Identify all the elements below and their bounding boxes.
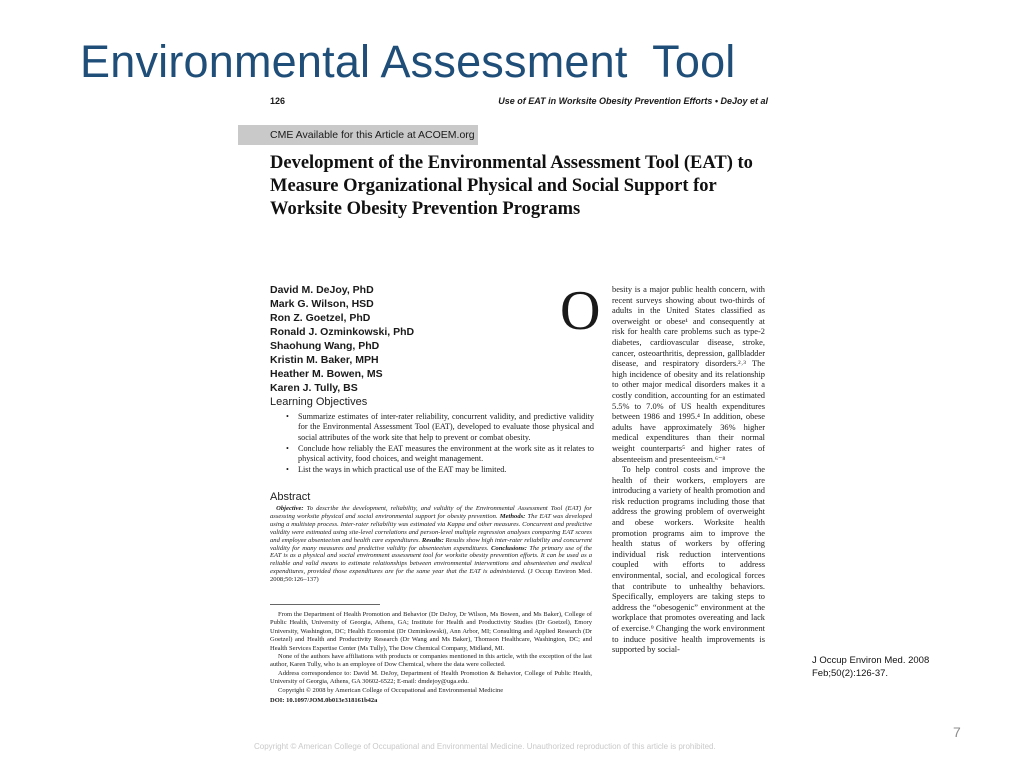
body-paragraph: To help control costs and improve the health of their workers, employers are introducing a variety of health promotion and risk reduction programs including those that address the growing problem of overweight and obese workers. Worksite health promotion programs aim to improve the health status of workers by offering individual risk reduction interventions coupled with efforts to address environmental, social, and ecological forces that contribute to unhealthy behaviors. Specifically, employers are taking steps to address the “obesogenic” environment at the workplace that promotes overeating and lack of exercise.⁹ Changing the work environment to induce positive health improvements is supported by social- xyxy=(612,465,765,655)
running-head xyxy=(270,96,768,110)
body-text xyxy=(612,285,765,656)
slide-number: 7 xyxy=(953,724,961,740)
drop-cap: O xyxy=(560,280,601,342)
abstract-results: Results show high inter-rater reliability and concurrent validity for many measures and predictive validity for absenteeism expenditures. xyxy=(270,536,593,552)
learning-objective-text: Summarize estimates of inter-rater reliability, concurrent validity, and predictive validity for the Environmental Assessment Tool (EAT), developed to evaluate those physical and social attributes of the work site that help to prevent or combat obesity. xyxy=(298,412,594,442)
author-list xyxy=(270,283,570,409)
learning-objective-item xyxy=(284,444,594,465)
footnote-correspondence: Address correspondence to: David M. DeJoy, Department of Health Promotion & Behavior, College of Public Health, University of Georgia, Athens, GA 30602-6522; E-mail: dmdejoy@uga.edu. xyxy=(270,669,592,686)
abstract-conclusions: The primary use of the EAT is as a physical and social environment assessment tool for worksite obesity prevention efforts. It can be used as a reliable and valid means to estimate relationships between environmental interventions and absenteeism and medical expenditures, provided those expenditures are for the same year that the EAT is administered. xyxy=(270,544,592,576)
abstract-heading: Abstract xyxy=(270,491,311,503)
author-name: Ronald J. Ozminkowski, PhD xyxy=(270,326,415,338)
footnote-disclosure: None of the authors have affiliations with products or companies mentioned in this article, with the exception of the last author, Karen Tully, who is an employee of Dow Chemical, where the data were collected. xyxy=(270,653,592,669)
article-page xyxy=(238,96,782,738)
learning-objective-text: Conclude how reliably the EAT measures the environment at the work site as it relates to physical activity, food choices, and weight management. xyxy=(298,443,594,464)
footnote-copyright: Copyright © 2008 by American College of Occupational and Environmental Medicine xyxy=(278,686,504,694)
bullet-icon: • xyxy=(286,443,289,453)
citation-line: J Occup Environ Med. 2008 xyxy=(812,655,930,666)
citation-line: Feb;50(2):126-37. xyxy=(812,668,889,679)
learning-objectives-heading: Learning Objectives xyxy=(270,396,368,408)
copyright-footer: Copyright © American College of Occupational and Environmental Medicine. Unauthorized reproduction of this article is prohibited. xyxy=(254,742,716,751)
learning-objective-item xyxy=(284,412,594,443)
learning-objective-text: List the ways in which practical use of the EAT may be limited. xyxy=(298,465,507,475)
bullet-icon: • xyxy=(286,412,289,421)
cme-banner: CME Available for this Article at ACOEM.org xyxy=(238,125,478,145)
doi: DOI: 10.1097/JOM.0b013e318161b42a xyxy=(270,697,378,705)
bullet-icon: • xyxy=(286,465,289,475)
footnote-affiliations: From the Department of Health Promotion and Behavior (Dr DeJoy, Dr Wilson, Ms Bowen, and Ms Baker), College of Public Health, University of Georgia, Athens, GA; Institute for Health and Productivity Studies (Dr Goetzel), Emory University, Washington, DC; Health Economist (Dr Ozminkowski), Ann Arbor, MI; Consulting and Applied Research (Dr Goetzel) and Health and Productivity Research (Dr Wang and Ms Baker), Thomson Healthcare, Washington, DC; and Health Services Expertise Center (Ms Tully), The Dow Chemical Company, Midland, MI. xyxy=(270,611,592,652)
body-column xyxy=(560,280,765,656)
body-paragraph: besity is a major public health concern, with recent surveys showing about two-thirds of adults in the United States classified as overweight or obese¹ and consequently at risk for health care problems such as type-2 diabetes, cardiovascular disease, stroke, cancer, osteoarthritis, depression, gallbladder disease, and respiratory disorders.²˒³ The high incidence of obesity and its relationship to other major medical disorders makes it a costly condition, accounting for an estimated 5.5% to 7.0% of US health expenditures between 1986 and 1995.⁴ In addition, obese adults have approximately 36% higher medical expenditures than their normal weight counterparts⁵ and higher rates of absenteeism and presenteeism.⁶⁻⁸ xyxy=(612,285,765,464)
abstract-methods-label: Methods: xyxy=(499,512,526,520)
slide-citation xyxy=(812,654,972,680)
abstract-text xyxy=(270,505,592,584)
article-page-number: 126 xyxy=(270,96,286,106)
running-head-text: Use of EAT in Worksite Obesity Prevention Efforts • DeJoy et al xyxy=(498,96,768,106)
learning-objective-item xyxy=(284,465,594,475)
footnotes xyxy=(270,611,592,705)
abstract-conclusions-label: Conclusions: xyxy=(491,544,527,552)
author-name: Ron Z. Goetzel, PhD xyxy=(270,312,371,324)
author-name: Shaohung Wang, PhD xyxy=(270,340,380,352)
author-name: Heather M. Bowen, MS xyxy=(270,368,383,380)
author-name: Mark G. Wilson, HSD xyxy=(270,298,374,310)
author-name: Kristin M. Baker, MPH xyxy=(270,354,379,366)
abstract-citation: (J Occup Environ Med. 2008;50:126–137) xyxy=(270,568,592,584)
author-name: David M. DeJoy, PhD xyxy=(270,284,374,296)
slide-title: Environmental Assessment Tool xyxy=(80,36,736,87)
learning-objectives-list xyxy=(284,412,594,477)
abstract-objective-label: Objective: xyxy=(276,505,304,512)
footnote-divider xyxy=(270,604,380,605)
author-name: Karen J. Tully, BS xyxy=(270,382,358,394)
abstract-objective: To describe the development, reliability, and validity of the Environmental Assessment Tool (EAT) for assessing worksite physical and social environmental support for obesity prevention. xyxy=(270,505,592,520)
article-title: Development of the Environmental Assessment Tool (EAT) to Measure Organizational Physical and Social Support for Worksite Obesity Prevention Programs xyxy=(270,153,753,219)
abstract-methods: The EAT was developed using a multistep process. Inter-rater reliability was estimated via Kappa and other measures. Concurrent and predictive validity were estimated using site-level correlations and person-level multiple regression analyses comparing EAT scores and employee absenteeism and health care expenditures. xyxy=(270,512,592,544)
abstract-results-label: Results: xyxy=(421,536,444,544)
